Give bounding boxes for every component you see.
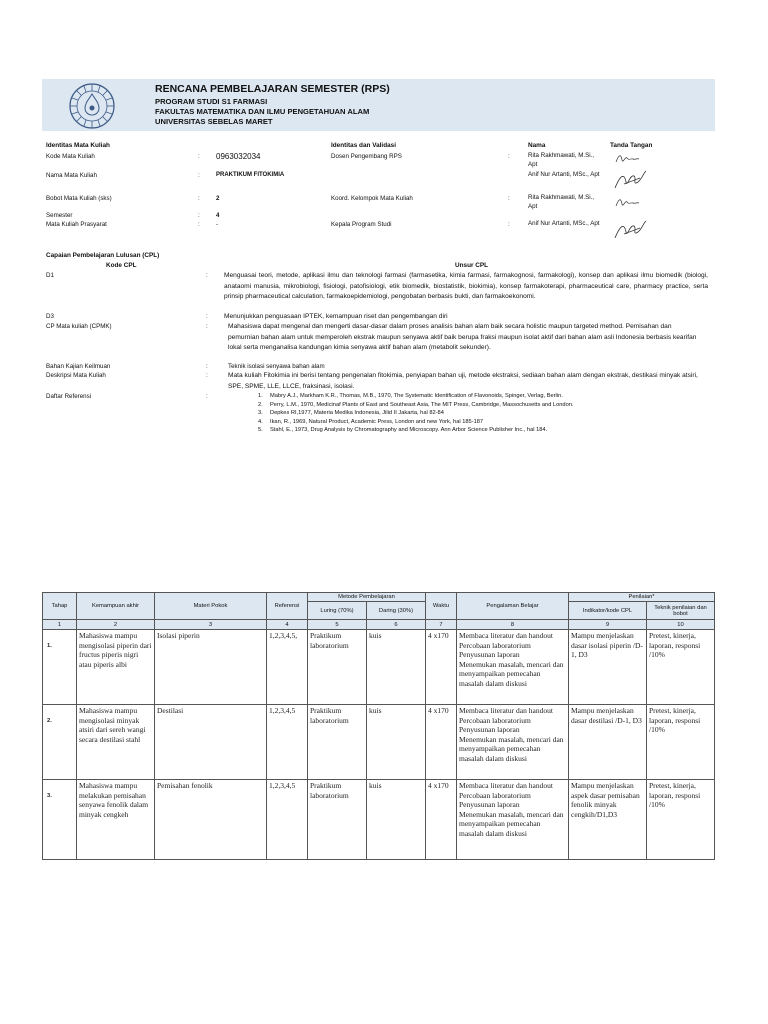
cpl-heading: Capaian Pembelajaran Lulusan (CPL) [46, 252, 160, 259]
colon: : [206, 393, 208, 400]
daring-cell: kuis [367, 705, 426, 780]
ttd-heading: Tanda Tangan [610, 142, 653, 149]
field-label: Kode Mata Kuliah [46, 153, 95, 160]
learning-plan-table [42, 592, 715, 860]
cpmk-text: Mahasiswa dapat mengenal dan mengerti dasar-dasar dalam proses analisis bahan alam baik secara holistic maupun targeted method. Pemisahan dan pemurnian bahan alam untuk memperoleh ekstrak maupun senyawa aktif baik berupa fraksi maupun isolat aktif dari bahan alam asli Indonesia berbasis kearifan lokal serta menganalisa kandungan kimia senyawa aktif bahan alam (metabolit sekunder). [228, 323, 697, 351]
column-number: 3 [155, 620, 267, 630]
indikator-cell: Mampu menjelaskan dasar isolasi piperin /D-1, D3 [569, 630, 647, 705]
signature-image [614, 196, 640, 210]
course-code: 0963032034 [216, 152, 261, 161]
reference-item: 5. Stahl, E., 1973, Drug Analysis by Chromatography and Microscopy. Ann Arbor Science Publisher Inc., hal 184. [258, 427, 548, 434]
identitas-heading: Identitas Mata Kuliah [46, 142, 110, 149]
colon: : [206, 372, 208, 379]
colon: : [206, 272, 208, 279]
luring-cell: Praktikum laboratorium [308, 630, 367, 705]
waktu-cell: 4 x170 [426, 780, 457, 860]
header-referensi: Referensi [267, 593, 308, 620]
header-kemampuan: Kemampuan akhir [77, 593, 155, 620]
referensi-cell: 1,2,3,4,5, [267, 630, 308, 705]
referensi-cell: 1,2,3,4,5 [267, 780, 308, 860]
person-name: Anif Nur Artanti, MSc., Apt [528, 171, 600, 178]
header-metode: Metode Pembelajaran [308, 593, 426, 602]
materi-cell: Isolasi piperin [155, 630, 267, 705]
document-title: RENCANA PEMBELAJARAN SEMESTER (RPS) [155, 83, 390, 95]
signature-image [614, 152, 640, 166]
reference-list [258, 392, 708, 435]
waktu-cell: 4 x170 [426, 630, 457, 705]
materi-cell: Pemisahan fenolik [155, 780, 267, 860]
bahan-kajian-label: Bahan Kajian Keilmuan [46, 363, 111, 370]
column-number: 10 [647, 620, 715, 630]
signature-image [612, 218, 648, 244]
validasi-heading: Identitas dan Validasi [331, 142, 396, 149]
header-penilaian: Penilaian* [569, 593, 715, 602]
nama-heading: Nama [528, 142, 546, 149]
indikator-cell: Mampu menjelaskan dasar destilasi /D-1, D3 [569, 705, 647, 780]
field-label: Semester [46, 212, 73, 219]
column-number: 5 [308, 620, 367, 630]
bahan-kajian-text: Teknik isolasi senyawa bahan alam [228, 363, 325, 370]
d1-text: Menguasai teori, metode, aplikasi ilmu dan teknologi farmasi (farmasetika, kimia farmasi, farmakognosi, farmakologi), konsep dan aplikasi ilmu biomedik (biologi, anataomi manusia, mikrobiologi, fisiologi, patofisiologi, etik biomedik, biostatistik, biokimia), konsep farmakoterapi, pharmaceutical care, pharmacy practice, serta prinsip pharmaceutical calculation, farmakoepidemiologi, pengobatan berbasis bukti, dan farmakoekonomi. [224, 272, 708, 300]
colon: : [508, 153, 510, 160]
referensi-cell: 1,2,3,4,5 [267, 705, 308, 780]
deskripsi-label: Deskripsi Mata Kuliah [46, 372, 106, 379]
university-name: UNIVERSITAS SEBELAS MARET [155, 117, 273, 126]
header-teknik: Teknik penilaian dan bobot [647, 602, 715, 620]
header-indikator: Indikator/kode CPL [569, 602, 647, 620]
column-number: 2 [77, 620, 155, 630]
tahap-cell: 2. [43, 705, 77, 780]
column-number: 1 [43, 620, 77, 630]
tahap-cell: 3. [43, 780, 77, 860]
teknik-cell: Pretest, kinerja, laporan, responsi /10% [647, 630, 715, 705]
header-luring: Luring (70%) [308, 602, 367, 620]
person-name: Anif Nur Artanti, MSc., Apt [528, 220, 600, 227]
document-header [42, 79, 715, 131]
role-label: Dosen Pengembang RPS [331, 153, 402, 160]
role-label: Koord. Kelompok Mata Kuliah [331, 195, 413, 202]
colon: : [206, 323, 208, 330]
colon: : [198, 153, 200, 160]
colon: : [206, 363, 208, 370]
d3-text: Menunjukkan penguasaan IPTEK, kemampuan riset dan pengembangan diri [224, 313, 448, 320]
table-row [43, 780, 715, 860]
table-row [43, 705, 715, 780]
header-materi: Materi Pokok [155, 593, 267, 620]
field-label: Nama Mata Kuliah [46, 172, 97, 179]
header-tahap: Tahap [43, 593, 77, 620]
signature-image [612, 168, 648, 194]
colon: : [198, 212, 200, 219]
person-name: Rita Rakhmawati, M.Si., Apt [528, 152, 595, 168]
column-number: 9 [569, 620, 647, 630]
colon: : [508, 195, 510, 202]
materi-cell: Destilasi [155, 705, 267, 780]
pengalaman-cell: Membaca literatur dan handout Percobaan laboratorium Penyusunan laporan Menemukan masalah, mencari dan menyampaikan pemecahan masalah dalam diskusi [457, 705, 569, 780]
luring-cell: Praktikum laboratorium [308, 780, 367, 860]
table-row [43, 630, 715, 705]
d3-label: D3 [46, 313, 54, 320]
teknik-cell: Pretest, kinerja, laporan, responsi /10% [647, 705, 715, 780]
teknik-cell: Pretest, kinerja, laporan, responsi /10% [647, 780, 715, 860]
colon: : [198, 172, 200, 179]
colon: : [198, 221, 200, 228]
unsur-cpl-heading: Unsur CPL [455, 262, 489, 269]
kemampuan-cell: Mahasiswa mampu mengisolasi minyak atsiri dari sereh wangi secara destilasi stahl [77, 705, 155, 780]
kemampuan-cell: Mahasiswa mampu melakukan pemisahan senyawa fenolik dalam minyak cengkeh [77, 780, 155, 860]
course-name: PRAKTIKUM FITOKIMIA [216, 172, 285, 178]
header-pengalaman: Pengalaman Belajar [457, 593, 569, 620]
luring-cell: Praktikum laboratorium [308, 705, 367, 780]
kemampuan-cell: Mahasiswa mampu mengisolasi piperin dari fructus piperis nigri atau piperis albi [77, 630, 155, 705]
prerequisite-value: - [216, 221, 219, 228]
field-label: Mata Kuliah Prasyarat [46, 221, 107, 228]
colon: : [508, 221, 510, 228]
daring-cell: kuis [367, 630, 426, 705]
pengalaman-cell: Membaca literatur dan handout Percobaan laboratorium Penyusunan laporan Menemukan masalah, mencari dan menyampaikan pemecahan masalah dalam diskusi [457, 780, 569, 860]
university-seal-logo [68, 82, 116, 130]
study-program: PROGRAM STUDI S1 FARMASI [155, 97, 268, 106]
role-label: Kepala Program Studi [331, 221, 392, 228]
tahap-cell: 1. [43, 630, 77, 705]
reference-item: 2. Perry, L.M., 1970, Medicinaf Plants of East and Southeast Asia, The MIT Press, Cambridge, Massochusetts and London. [258, 401, 574, 408]
course-credits: 2 [216, 195, 220, 202]
semester-value: 4 [216, 212, 220, 219]
daring-cell: kuis [367, 780, 426, 860]
daftar-referensi-label: Daftar Referensi [46, 393, 92, 400]
d1-label: D1 [46, 272, 54, 279]
cpmk-label: CP Mata kuliah (CPMK) [46, 323, 112, 330]
faculty-name: FAKULTAS MATEMATIKA DAN ILMU PENGETAHUAN ALAM [155, 107, 370, 116]
colon: : [206, 313, 208, 320]
column-number: 4 [267, 620, 308, 630]
deskripsi-text: Mata kuliah Fitokimia ini berisi tentang pengenalan fitokimia, penyiapan bahan uji, metode ekstraksi, sediaan bahan alam dengan ekstrak, destikasi minyak atsiri, SPE, SPME, LLE, LLCE, fraksinasi, isolasi. [228, 372, 698, 390]
column-number: 8 [457, 620, 569, 630]
indikator-cell: Mampu menjelaskan aspek dasar pemisahan fenolik minyak cengkih/D1,D3 [569, 780, 647, 860]
kode-cpl-heading: Kode CPL [106, 262, 137, 269]
reference-item: 1. Mabry A.J., Markham K.R., Thomas, M.B., 1970, The Systematic Identification of Flavonoids, Spinger, Verlag, Berlin. [258, 393, 563, 399]
colon: : [198, 195, 200, 202]
column-number: 6 [367, 620, 426, 630]
reference-item: 4. Ikan, R., 1969, Natural Product, Academic Press, London and new York, hal 185-187 [258, 418, 484, 425]
column-number: 7 [426, 620, 457, 630]
header-waktu: Waktu [426, 593, 457, 620]
header-daring: Daring (30%) [367, 602, 426, 620]
waktu-cell: 4 x170 [426, 705, 457, 780]
pengalaman-cell: Membaca literatur dan handout Percobaan laboratorium Penyusunan laporan Menemukan masalah, mencari dan menyampaikan pemecahan masalah dalam diskusi [457, 630, 569, 705]
reference-item: 3. Depkes RI,1977, Materia Medika Indonesia, Jilid II Jakarta, hal 82-84 [258, 410, 444, 417]
person-name: Rita Rakhmawati, M.Si., Apt [528, 194, 595, 210]
field-label: Bobot Mata Kuliah (sks) [46, 195, 112, 202]
